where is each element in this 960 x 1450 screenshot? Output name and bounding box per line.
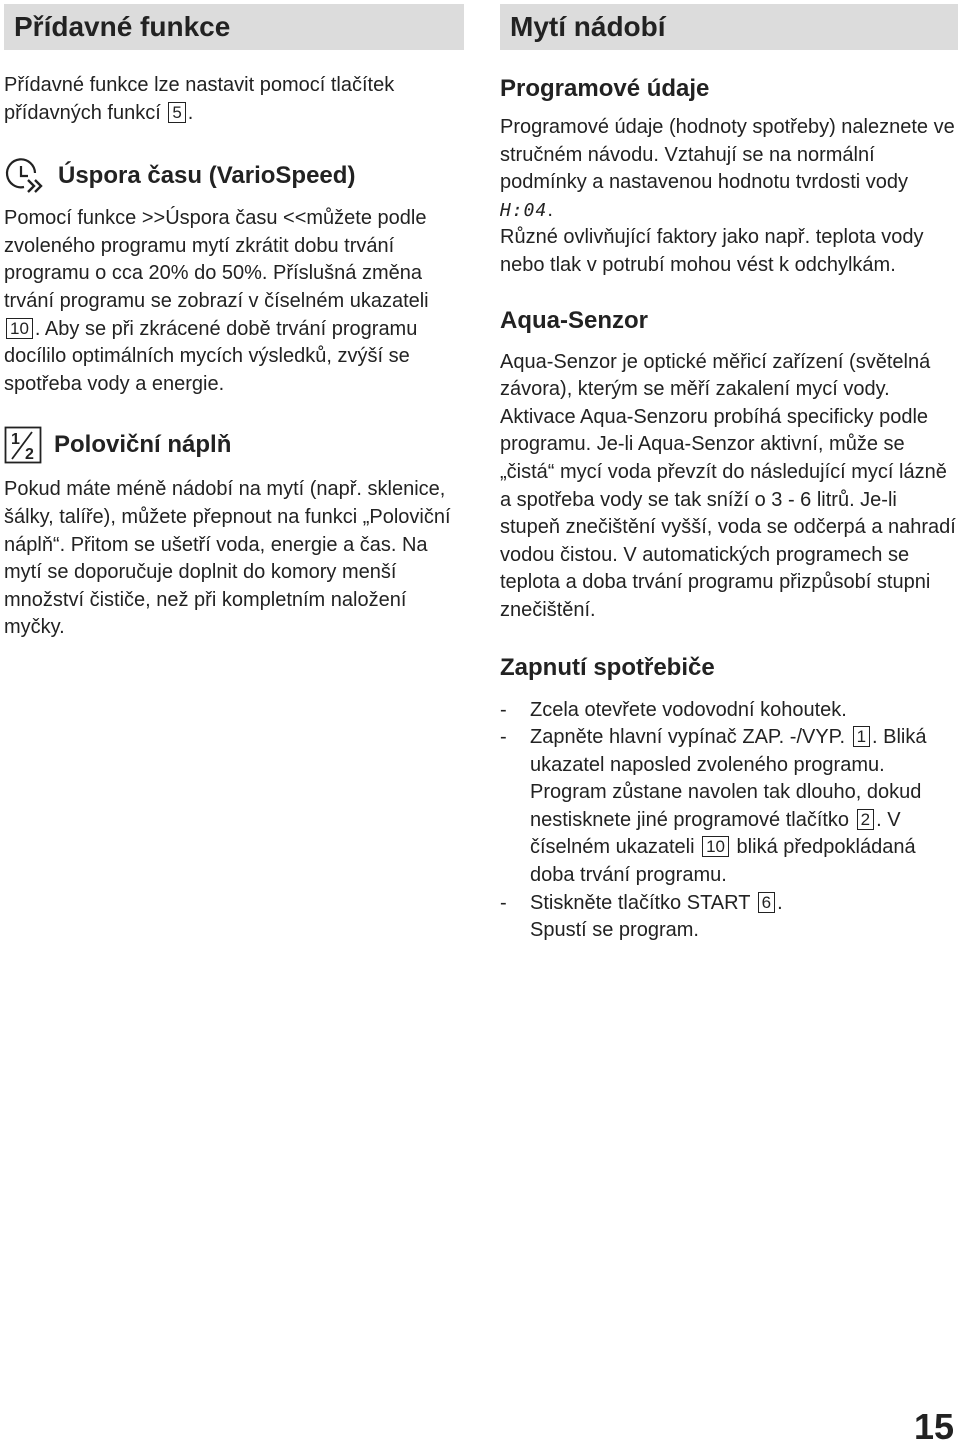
section-banner-extra-functions: Přídavné funkce — [4, 4, 464, 50]
section-banner-washing: Mytí nádobí — [500, 4, 958, 50]
svg-text:2: 2 — [25, 446, 34, 464]
aqua-sensor-heading: Aqua-Senzor — [500, 306, 649, 334]
list-item: - Stiskněte tlačítko START 6 . Spustí se program. — [500, 891, 783, 942]
button-ref-2: 2 — [857, 809, 874, 830]
button-ref-1: 1 — [853, 726, 870, 747]
intro-paragraph: Přídavné funkce lze nastavit pomocí tlačítek přídavných funkcí 5 . — [4, 74, 395, 124]
button-ref-5: 5 — [168, 102, 185, 123]
half-load-title: Poloviční náplň — [54, 431, 232, 459]
aqua-sensor-body-1: Aqua-Senzor je optické měřicí zařízení (světelná závora), kterým se měří zakalení mycí vody. — [500, 350, 931, 401]
list-item: - Zapněte hlavní vypínač ZAP. -/VYP. 1 . Bliká ukazatel naposled zvoleného programu. Program zůstane navolen tak dlouho, dokud nestisknete jiné programové tlačítko 2 . V číselném ukazateli 10 bliká předpokládaná doba trvání programu. — [500, 726, 927, 887]
clock-speed-icon — [4, 157, 48, 195]
aqua-sensor-body-2: Aktivace Aqua-Senzoru probíhá specificky podle programu. Je-li Aqua-Senzor aktivní, může se „čistá“ mycí voda převzít do následující mycí lázně a spotřeba vody se tak sníží o 3 - 6 litrů. Je-li stupeň znečištění vyšší, voda se odčerpá a nahradí vodou čistou. V automatických programech se teplota a doba trvání programu přizpůsobí stupni znečištění. — [500, 405, 956, 621]
variospeed-title: Úspora času (VarioSpeed) — [58, 162, 356, 190]
variospeed-heading — [4, 157, 464, 195]
program-data-note: Různé ovlivňující faktory jako např. teplota vody nebo tlak v potrubí mohou vést k odchylkám. — [500, 226, 924, 276]
list-item: - Zcela otevřete vodovodní kohoutek. — [500, 698, 847, 721]
right-column — [500, 4, 958, 945]
half-load-heading — [4, 426, 464, 464]
left-column — [4, 4, 464, 642]
variospeed-body: Pomocí funkce >>Úspora času <<můžete podle zvoleného programu mytí zkrátit dobu trvání programu o cca 20% do 50%. Příslušná změna trvání programu se zobrazí v číselném ukazateli 10 . Aby se při zkrácené době trvání programu docílilo optimálních mycích výsledků, zvýší se spotřeba vody a energie. — [4, 207, 429, 395]
display-ref-10: 10 — [702, 836, 729, 857]
program-data-heading: Programové údaje — [500, 75, 710, 102]
display-ref-10: 10 — [6, 318, 33, 339]
hardness-display-value: H:04 — [500, 199, 548, 221]
program-data-body: Programové údaje (hodnoty spotřeby) naleznete ve stručném návodu. Vztahují se na normální podmínky a nastavenou hodnotu tvrdosti vody H:04. — [500, 116, 955, 221]
page-number: 15 — [913, 1406, 954, 1447]
half-load-body: Pokud máte méně nádobí na mytí (např. sklenice, šálky, talíře), můžete přepnout na funkci „Poloviční náplň“. Přitom se ušetří voda, energie a čas. Na mytí se doporučuje doplnit do komory menší množství čističe, než při kompletním naložení myčky. — [4, 478, 451, 639]
half-load-icon — [4, 426, 44, 464]
button-ref-6: 6 — [758, 892, 775, 913]
switch-on-heading: Zapnutí spotřebiče — [500, 653, 715, 681]
switch-on-steps — [500, 697, 958, 945]
svg-text:1: 1 — [11, 431, 20, 449]
